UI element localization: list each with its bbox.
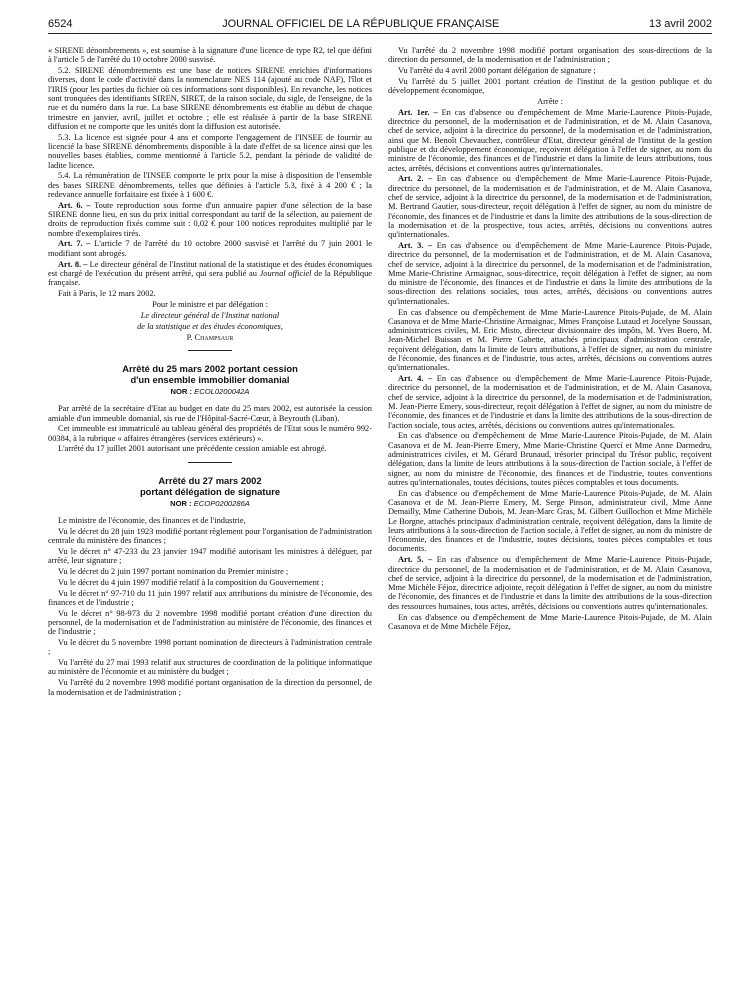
visa: Vu l'arrêté du 27 mai 1993 relatif aux structures de coordination de la politique informatique au ministère de l'économie et au ministère du budget ; (48, 658, 372, 677)
article-text: En cas d'absence ou d'empêchement de Mme Marie-Laurence Pitois-Pujade, directrice du personnel, de la modernisation et de l'administration, et de M. Alain Casanova, chef de service, adjoint à la directrice du personnel, de la modernisation et de l'administration, ainsi que M. Benoît Chevauchez, contrôleur d'Etat, directeur général de l'institut de la gestion publique et du développement économique, reçoivent délégation à l'effet de signer, au nom du ministre de l'économie, des finances et de l'industrie et dans la limite de leurs attributions, tous actes, arrêtés, décisions et conventions autres qu'internationales. (388, 107, 712, 173)
article-8 (48, 260, 372, 288)
separator-rule (188, 462, 232, 463)
signature-line: Le directeur général de l'Institut national (140, 311, 280, 321)
paragraph: L'arrêté du 17 juillet 2001 autorisant une précédente cession amiable est abrogé. (58, 444, 327, 454)
paragraph: En cas d'absence ou d'empêchement de Mme Marie-Laurence Pitois-Pujade, de M. Alain Casanova et de M. Jean-Pierre Emery, Mme Marie-Christine Quercí et Mme Anne Darmedru, administratrices civiles, et M. Gérard Brunaud, trésorier principal du Trésor public, reçoivent délégation, dans la limite de leurs attributions à la sous-direction de l'action sociale, à l'effet de signer, au nom du ministre de l'économie, des finances et de l'industrie, toutes conventions autres qu'internationales, toutes décisions, toutes pièces comptables et tous documents. (388, 431, 712, 487)
signature-block (48, 300, 372, 342)
paragraph: 5.2. SIRENE dénombrements est une base de notices SIRENE enrichies d'informations diverses, dont le code d'activité dans la nomenclature NES 114 (ajouté au code NAF), l'îlot et l'IRIS (pour les parties du fichier où ces informations sont disponibles). En revanche, les notices sont tronquées des identifiants SIREN, SIRET, de la raison sociale, du sigle, de l'enseigne, de la rue et du numéro dans la rue. La base SIRENE dénombrements est établie au début de chaque trimestre en janvier, avril, juillet et octobre ; elle est réalisée à partir de la base SIRENE diffusion et ne comporte que les unités dont la diffusion est autorisée. (48, 66, 372, 131)
separator-rule (188, 350, 232, 351)
article-4 (388, 374, 712, 430)
article-label: Art. 1er. – (398, 107, 438, 117)
article-text: Toute reproduction sous forme d'un annuaire papier d'une sélection de la base SIRENE donne lieu, en sus du prix initial correspondant au tarif de la sélection, au paiement de droits de reproduction fixés comme suit : 0,02 € pour 100 notices reproduites multiplié par le nombre d'exemplaires tirés. (48, 200, 372, 238)
article-text: Le directeur général de l'Institut national de la statistique et des études économiques est chargé de l'exécution du présent arrêté, qui sera publié au (48, 259, 372, 278)
visa: Vu l'arrêté du 2 novembre 1998 modifié portant organisation des sous-directions de la direction du personnel, de la modernisation et de l'administration ; (388, 46, 712, 65)
journal-title: JOURNAL OFFICIEL DE LA RÉPUBLIQUE FRANÇAISE (222, 18, 500, 30)
paragraph: 5.4. La rémunération de l'INSEE comporte le prix pour la mise à disposition de l'ensemble des bases SIRENE dénombrements, telles que définies à l'article 5.3, fixé à 4 200 € ; la redevance annuelle forfaitaire est fixée à 1 600 €. (48, 171, 372, 199)
title-line: Arrêté du 27 mars 2002 (158, 474, 262, 486)
visa: Vu l'arrêté du 2 novembre 1998 modifié portant organisation de la direction du personnel, de la modernisation et de l'administration ; (48, 678, 372, 697)
decree-title (48, 475, 372, 497)
article-7 (48, 239, 372, 258)
article-text: En cas d'absence ou d'empêchement de Mme Marie-Laurence Pitois-Pujade, directrice du personnel, de la modernisation et de l'administration, et de M. Alain Casanova, chef de service, adjoint à la directrice du personnel, de la modernisation et de l'administration, M. Jean-Pierre Emery, sous-directeur, reçoit délégation à l'effet de signer, au nom du ministre de l'économie, des finances et de l'industrie et dans la limite des attributions de la sous-direction de l'action sociale, tous actes, arrêtés, décisions ou conventions autres qu'internationales. (388, 374, 712, 430)
article-text: En cas d'absence ou d'empêchement de Mme Marie-Laurence Pitois-Pujade, directrice du personnel, de la modernisation et de l'administration, et de M. Alain Casanova, chef de service, adjoint à la directrice du personnel, de la modernisation et de l'administration, M. Bertrand Gautier, sous-directeur, reçoit délégation à l'effet de signer, au nom du ministre de l'économie, des finances et de l'industrie et dans la limite des attributions de la sous-direction de la modernisation et de la prospective, tous actes, arrêtés, décisions ou conventions autres qu'internationales. (388, 174, 712, 240)
title-line: Arrêté du 25 mars 2002 portant cession (122, 362, 298, 374)
nor-code: ECOL0200042A (194, 386, 250, 396)
right-column (388, 46, 712, 994)
paragraph: En cas d'absence ou d'empêchement de Mme Marie-Laurence Pitois-Pujade, de M. Alain Casanova et de M. Jean-Pierre Emery, M. Serge Pinson, administrateur civil, Mme Anne Demailly, Mme Catherine Dubois, M. Jean-Marc Gras, M. Gilbert Guillochon et Mme Michèle Le Borgne, attachés principaux d'administration centrale, reçoivent délégation, dans la limite de leurs attributions à la sous-direction de l'action sociale, à l'effet de signer, au nom du ministre de l'économie, des finances et de l'industrie, toutes décisions, toutes pièces comptables et tous documents. (388, 488, 712, 554)
article-label: Art. 7. – (58, 239, 91, 249)
page-header (48, 18, 712, 34)
decree-title (48, 363, 372, 385)
visa: Vu l'arrêté du 4 avril 2000 portant délégation de signature ; (398, 66, 596, 76)
visa: Vu le décret n° 98-973 du 2 novembre 1998 modifié portant création d'une direction du personnel, de la modernisation et de l'administration au ministère de l'économie, des finances et de l'industrie ; (48, 608, 372, 637)
date-line: Fait à Paris, le 12 mars 2002. (58, 288, 156, 298)
issue-date: 13 avril 2002 (648, 18, 712, 30)
paragraph: « SIRENE dénombrements », est soumise à la signature d'une licence de type R2, tel que défini à l'article 5 de l'arrêté du 10 octobre 2000 susvisé. (48, 46, 372, 65)
nor-reference (48, 387, 372, 396)
article-3 (388, 241, 712, 306)
article-5 (388, 555, 712, 611)
nor-reference (48, 499, 372, 508)
article-label: Art. 6. – (58, 200, 91, 210)
visa: Vu le décret du 28 juin 1923 modifié portant règlement pour l'organisation de l'administration centrale du ministère des finances ; (48, 526, 372, 546)
page-number: 6524 (48, 18, 73, 30)
paragraph: Le ministre de l'économie, des finances et de l'industrie, (58, 515, 246, 525)
signatory-name: P. Champsaur (186, 332, 234, 342)
title-line: portant délégation de signature (139, 485, 281, 497)
signature-line: de la statistique et des études économiques, (137, 321, 283, 331)
two-column-body (48, 46, 712, 994)
left-column (48, 46, 372, 994)
article-label: Art. 2. – (398, 174, 433, 184)
article-1 (388, 108, 712, 173)
arrete-heading: Arrête : (537, 96, 563, 106)
article-text: En cas d'absence ou d'empêchement de Mme Marie-Laurence Pitois-Pujade, directrice du personnel, de la modernisation et de l'administration, et de M. Alain Casanova, chef de service, adjoint à la directrice du personnel, de la modernisation et de l'administration, Mme Marie-Christine Armaignac, sous-directrice, reçoit délégation à l'effet de signer, au nom du ministre de l'économie, des finances et de l'industrie et dans la limite des attributions de la sous-direction des relations sociales, tous actes, arrêtés, décisions ou conventions autres qu'internationales. (388, 240, 712, 306)
paragraph: En cas d'absence ou d'empêchement de Mme Marie-Laurence Pitois-Pujade, de M. Alain Casanova et de Mme Michèle Féjoz, (388, 612, 712, 631)
visa: Vu l'arrêté du 5 juillet 2001 portant création de l'institut de la gestion publique et du développement économique, (388, 76, 712, 96)
paragraph: Par arrêté de la secrétaire d'Etat au budget en date du 25 mars 2002, est autorisée la cession amiable d'un immeuble domanial, sis rue de l'Hôpital-Sacré-Cœur, à Beyrouth (Liban). (48, 404, 372, 423)
article-label: Art. 3. – (398, 240, 433, 250)
visa: Vu le décret du 2 juin 1997 portant nomination du Premier ministre ; (58, 566, 289, 576)
nor-label: NOR : (170, 386, 195, 396)
article-text: L'article 7 de l'arrêté du 10 octobre 2000 susvisé et l'arrêté du 7 juin 2001 le modifiant sont abrogés. (48, 239, 372, 258)
nor-label: NOR : (170, 498, 194, 508)
article-text: de la République française. (48, 268, 372, 288)
article-6 (48, 201, 372, 238)
visa: Vu le décret du 4 juin 1997 modifié relatif à la composition du Gouvernement ; (58, 577, 324, 587)
article-text: En cas d'absence ou d'empêchement de Mme Marie-Laurence Pitois-Pujade, directrice du personnel, de la modernisation et de l'administration, et de M. Alain Casanova, chef de service, adjoint à la directrice du personnel, de la modernisation et de l'administration, Mme Michèle Féjoz, directrice adjointe, reçoit délégation à l'effet de signer, au nom du ministre de l'économie, des finances et de l'industrie et dans la limite des attributions de la sous-direction des ressources humaines, tous actes, arrêtés, décisions ou conventions autres qu'internationales. (388, 555, 712, 611)
visa: Vu le décret du 5 novembre 1998 portant nomination de directeurs à l'administration centrale ; (48, 638, 372, 657)
article-label: Art. 5. – (398, 555, 433, 565)
signature-line: Pour le ministre et par délégation : (152, 300, 268, 310)
paragraph: Cet immeuble est immatriculé au tableau général des propriétés de l'Etat sous le numéro 992-00384, à la rubrique « affaires étrangères (services extérieurs) ». (48, 424, 372, 443)
article-2 (388, 174, 712, 239)
article-label: Art. 8. – (58, 259, 88, 269)
visa: Vu le décret n° 47-233 du 23 janvier 1947 modifié autorisant les ministres à déléguer, par arrêté, leur signature ; (48, 546, 372, 566)
paragraph: 5.3. La licence est signée pour 4 ans et comporte l'engagement de l'INSEE de fournir au licencié la base SIRENE dénombrements disponible à la date d'effet de sa licence ainsi que les nouvelles bases établies, comme mentionné à l'article 5.2, pendant la période de validité de ladite licence. (48, 132, 372, 170)
paragraph: En cas d'absence ou d'empêchement de Mme Marie-Laurence Pitois-Pujade, de M. Alain Casanova et de Mme Marie-Christine Armaignac, Mmes Françoise Lutaud et Jocelyne Soussan, administratrices civiles, M. Eric Misto, directeur divisionnaire des impôts, M. Yves Boero, M. Jean-Michel Buissan et M. Pierre Gabette, attachés principaux d'administration centrale, reçoivent délégation, dans la limite de leurs attributions, à l'effet de signer, au nom du ministre de l'économie, des finances et de l'industrie, tous actes, arrêtés, décisions ou conventions autres qu'internationales. (388, 307, 712, 373)
article-label: Art. 4. – (398, 374, 433, 384)
title-line: d'un ensemble immobilier domanial (130, 373, 290, 385)
journal-name: Journal officiel (259, 268, 312, 278)
nor-code: ECOP0200286A (193, 498, 250, 508)
visa: Vu le décret n° 97-710 du 11 juin 1997 relatif aux attributions du ministre de l'économie, des finances et de l'industrie ; (48, 588, 372, 607)
